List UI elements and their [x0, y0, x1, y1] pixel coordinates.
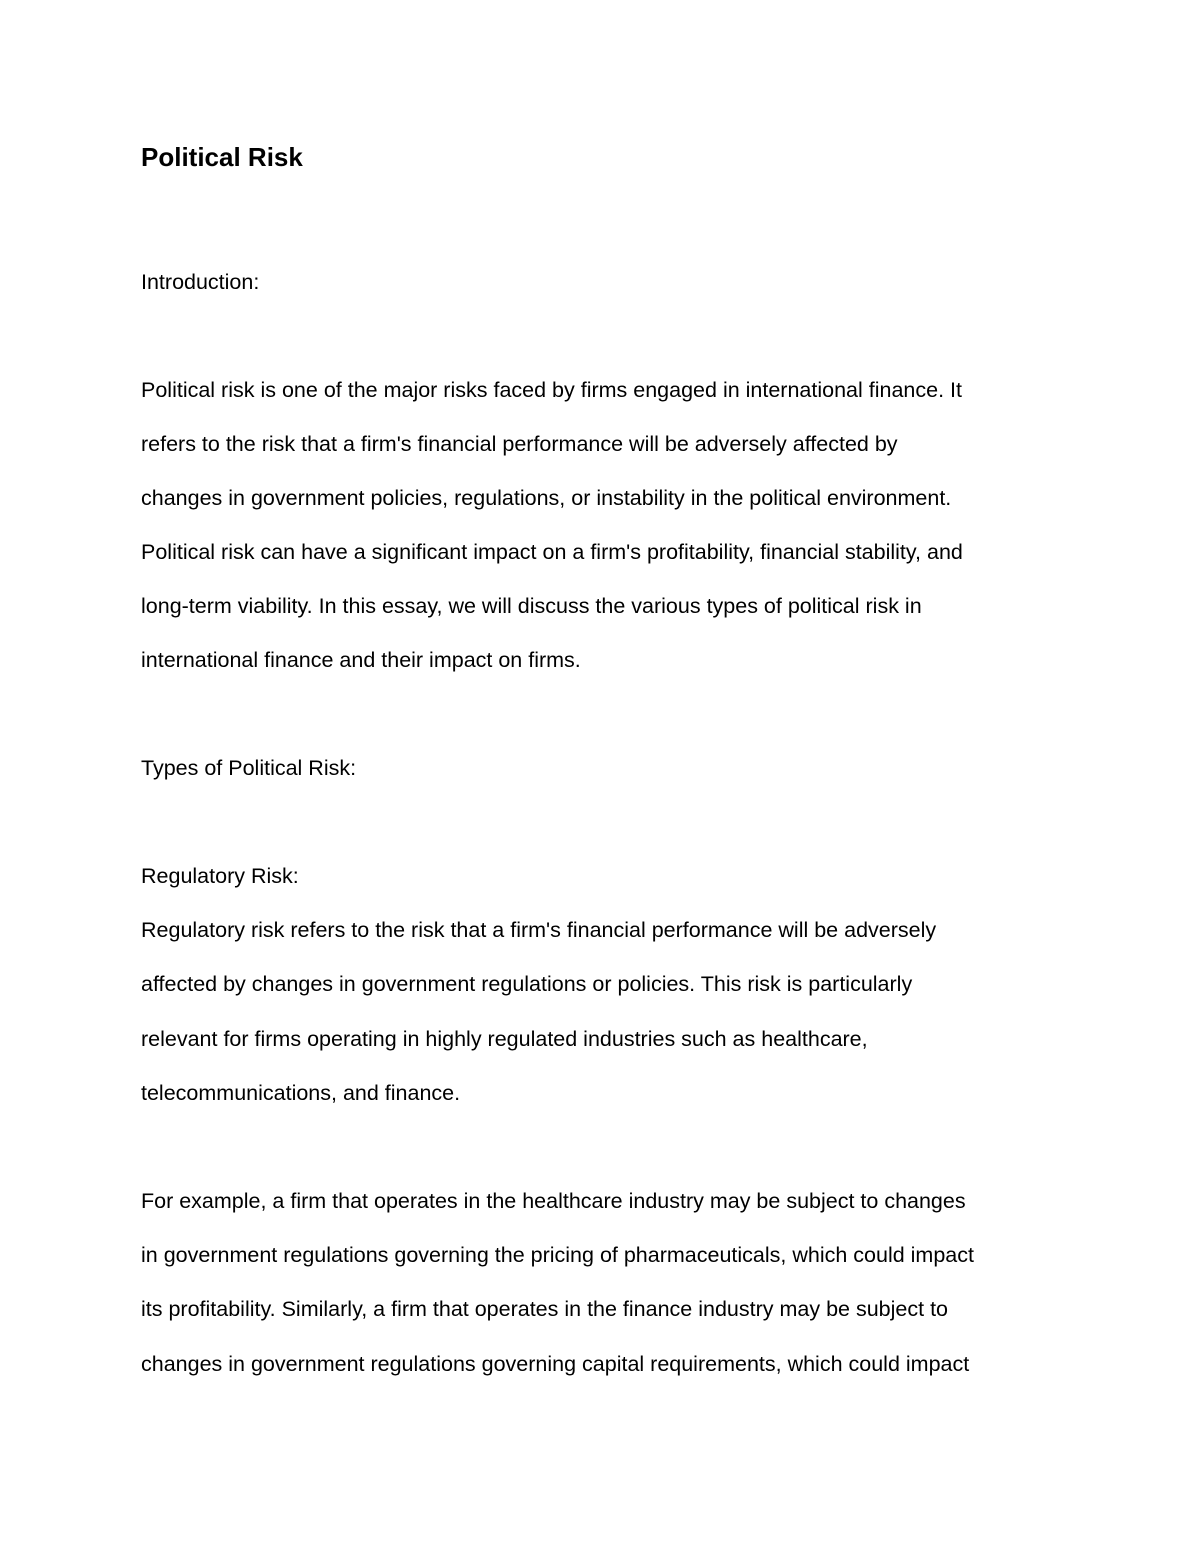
introduction-heading: Introduction: — [141, 270, 260, 294]
paragraph-line: Political risk is one of the major risks faced by firms engaged in international finance. It — [141, 378, 962, 402]
document-title: Political Risk — [141, 142, 303, 172]
paragraph-line: Regulatory risk refers to the risk that a firm's financial performance will be adversely — [141, 918, 937, 942]
regulatory-heading: Regulatory Risk: — [141, 864, 299, 888]
paragraph-line: in government regulations governing the pricing of pharmaceuticals, which could impact — [141, 1243, 974, 1267]
paragraph-line: refers to the risk that a firm's financial performance will be adversely affected by — [141, 432, 898, 456]
paragraph-line: For example, a firm that operates in the healthcare industry may be subject to changes — [141, 1189, 966, 1213]
paragraph-line: international finance and their impact on firms. — [141, 648, 581, 672]
paragraph-line: relevant for firms operating in highly regulated industries such as healthcare, — [141, 1027, 868, 1051]
paragraph-line: changes in government regulations governing capital requirements, which could impact — [141, 1352, 970, 1376]
paragraph-line: Political risk can have a significant impact on a firm's profitability, financial stability, and — [141, 540, 963, 564]
paragraph-line: long-term viability. In this essay, we will discuss the various types of political risk in — [141, 594, 922, 618]
paragraph-line: changes in government policies, regulations, or instability in the political environment. — [141, 486, 952, 510]
paragraph-line: its profitability. Similarly, a firm that operates in the finance industry may be subject to — [141, 1297, 948, 1321]
types-heading: Types of Political Risk: — [141, 756, 357, 780]
paragraph-line: telecommunications, and finance. — [141, 1081, 461, 1105]
paragraph-line: affected by changes in government regulations or policies. This risk is particularly — [141, 972, 913, 996]
